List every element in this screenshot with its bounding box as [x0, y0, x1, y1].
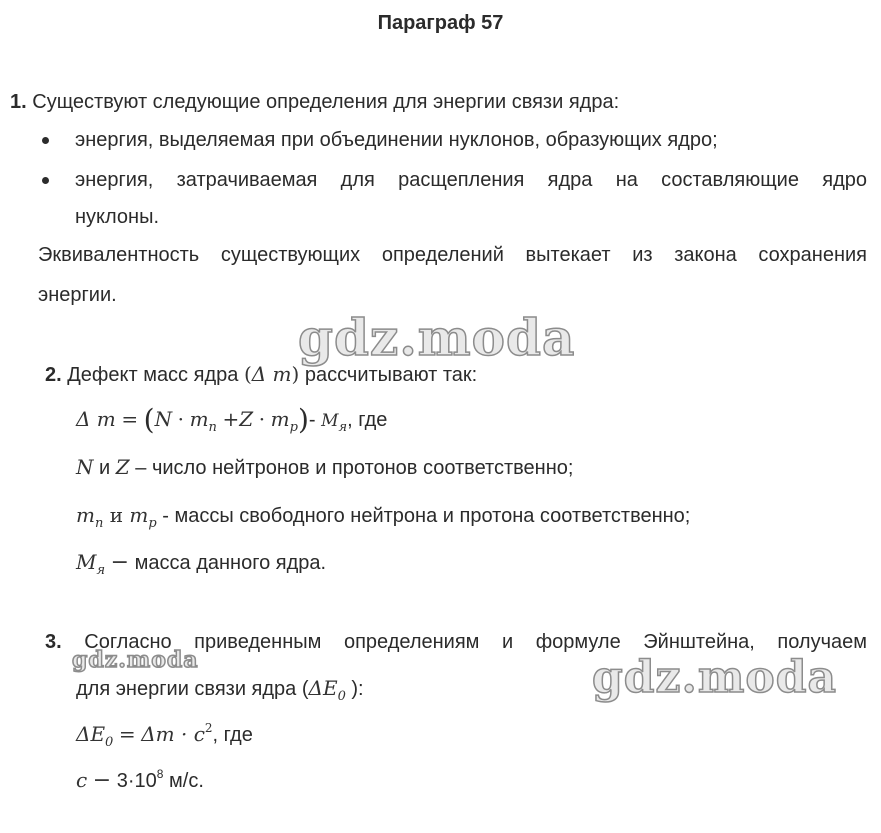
q3-line2-E: ΔE — [308, 676, 338, 700]
formula-paren-close: ) — [297, 403, 309, 436]
q3-formula-tail: , где — [212, 724, 253, 746]
q1-bullet2-line1: энергия, затрачиваемая для расщепления ядра на составляющие ядро — [75, 169, 867, 191]
c-unit: м/с. — [163, 770, 204, 792]
formula-eq: = — [121, 407, 139, 431]
formula-mn: m — [189, 407, 209, 431]
masses-text: - массы свободного нейтрона и протона соответственно; — [156, 505, 691, 527]
bullet-icon — [42, 177, 49, 184]
formula-dot: · — [177, 407, 185, 431]
formula-minus: - — [308, 409, 322, 431]
nz-text: – число нейтронов и протонов соответственно; — [129, 457, 574, 479]
formula-Z: Z — [239, 407, 254, 431]
watermark-logo-small: gdz.moda — [72, 647, 199, 673]
q2-intro-a: Дефект масс ядра — [67, 364, 239, 386]
nz-and: и — [93, 457, 116, 479]
masses-mp-sub: p — [148, 516, 157, 531]
q1-paragraph-line1: Эквивалентность существующих определений вытекает из закона сохранения — [38, 244, 867, 266]
formula-plus: + — [222, 407, 240, 431]
q3-line1-text: Согласно приведенным определениям и формуле Эйнштейна, получаем — [84, 631, 868, 653]
q1-paragraph-line2: энергии. — [38, 284, 117, 306]
c-dash: − — [92, 768, 112, 793]
watermark-logo: gdz.moda — [298, 308, 576, 367]
M-text: масса данного ядра. — [129, 552, 327, 574]
q3-line2 — [76, 674, 364, 711]
formula-M: M — [321, 411, 339, 431]
masses-mn-sub: n — [94, 516, 104, 531]
formula-mp-sub: p — [289, 420, 298, 435]
M-dash: − — [110, 550, 130, 575]
formula-lhs: Δ m — [76, 407, 116, 431]
q2-nz-line — [76, 453, 573, 482]
q3-formula — [76, 714, 253, 757]
M-sub: я — [96, 563, 106, 578]
masses-mn: m — [76, 503, 95, 527]
q2-paren-close: ) — [291, 362, 300, 386]
bullet-icon — [42, 137, 49, 144]
c-value: 3·10 — [111, 770, 157, 792]
q2-M-line — [76, 548, 326, 585]
nz-N: N — [76, 455, 94, 479]
c-sup: 8 — [156, 767, 164, 781]
c-symbol: c — [76, 768, 88, 792]
q2-delta-m: Δ m — [251, 362, 292, 386]
q3-number: 3. — [45, 631, 62, 653]
formula-mn-sub: n — [208, 420, 217, 435]
q2-masses-line — [76, 501, 690, 538]
masses-mp: m — [129, 503, 149, 527]
q3-formula-rhs: Δm · c — [141, 722, 205, 746]
formula-M-sub: я — [338, 420, 348, 435]
q3-line2-E-sub: 0 — [337, 689, 346, 704]
q1-bullet1: энергия, выделяемая при объединении нуклонов, образующих ядро; — [75, 129, 718, 151]
formula-N: N — [154, 407, 173, 431]
q1-number: 1. — [10, 91, 27, 113]
q3-line2-b: ): — [345, 678, 364, 700]
formula-paren-open: ( — [143, 403, 155, 436]
formula-tail: , где — [347, 409, 388, 431]
q2-number: 2. — [45, 364, 62, 386]
q1-bullet2-line2: нуклоны. — [75, 206, 160, 228]
q2-formula — [76, 405, 387, 442]
M-symbol: M — [76, 550, 97, 574]
q2-intro-line — [45, 360, 477, 389]
q3-formula-eq: = — [118, 722, 136, 746]
q3-formula-lhs-sub: 0 — [105, 735, 114, 750]
q2-paren-open: ( — [243, 362, 252, 386]
q3-c-line — [76, 760, 204, 795]
q3-line2-a: для энергии связи ядра ( — [76, 678, 309, 700]
q3-formula-lhs: ΔE — [76, 722, 106, 746]
q1-intro-line — [10, 88, 619, 116]
masses-and: и — [103, 503, 130, 527]
nz-Z: Z — [115, 455, 130, 479]
q2-intro-b: рассчитывают так: — [304, 364, 478, 386]
page-title: Параграф 57 — [377, 12, 504, 34]
formula-dot-2: · — [258, 407, 266, 431]
q1-intro: Существуют следующие определения для энергии связи ядра: — [32, 91, 620, 113]
watermark-logo-large: gdz.moda — [592, 652, 838, 703]
q3-formula-sup: 2 — [204, 721, 213, 735]
formula-mp: m — [270, 407, 290, 431]
